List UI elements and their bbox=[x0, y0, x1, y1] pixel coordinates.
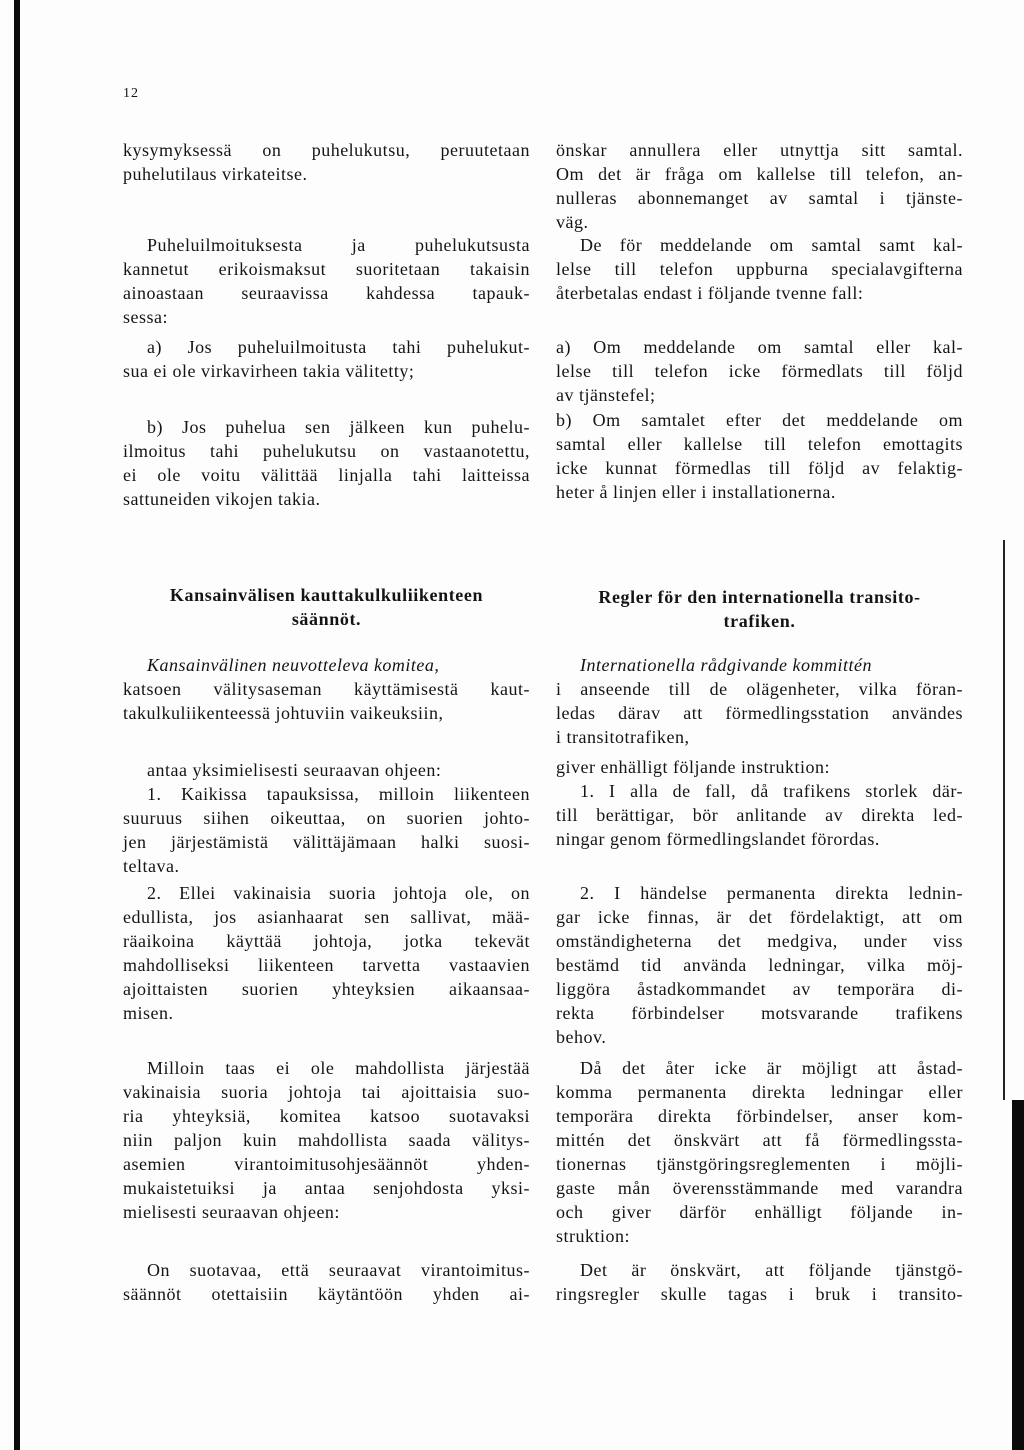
text-line: väg. bbox=[556, 212, 589, 232]
text-line: vakinaisia suoria johtoja tai ajoittaisia suo- bbox=[123, 1082, 530, 1102]
text-line: mittén det önskvärt att få förmedlingssta- bbox=[556, 1130, 963, 1150]
text-line: gaste mån överensstämmande med varandra bbox=[556, 1178, 963, 1198]
text-line: Då det åter icke är möjligt att åstad- bbox=[580, 1058, 963, 1078]
text-line: ledas därav att förmedlingsstation användes bbox=[556, 703, 963, 723]
paragraph-left-6 bbox=[123, 758, 530, 782]
text-line: Om det är fråga om kallelse till telefon, an- bbox=[556, 164, 963, 184]
scan-edge-left bbox=[14, 0, 20, 1450]
text-line: ajoittaisten suorien yhteyksien aikaansaa- bbox=[123, 979, 530, 999]
text-line: ilmoitus tahi puhelukutsu on vastaanotettu, bbox=[123, 441, 530, 461]
paragraph-left-9 bbox=[123, 1056, 530, 1224]
text-line: tionernas tjänstgöringsreglementen i möjli- bbox=[556, 1154, 963, 1174]
text-line: temporära direkta förbindelser, anser kom- bbox=[556, 1106, 963, 1126]
text-line: säännöt otettaisiin käytäntöön yhden ai- bbox=[123, 1284, 530, 1304]
paragraph-right-7 bbox=[556, 779, 963, 851]
text-line: bestämd tid använda ledningar, vilka möj- bbox=[556, 955, 963, 975]
paragraph-right-10 bbox=[556, 1258, 963, 1306]
text-line: gar icke finnas, är det fördelaktigt, att om bbox=[556, 907, 963, 927]
text-line: nulleras abonnemanget av samtal i tjänste- bbox=[556, 188, 963, 208]
text-line: trafiken. bbox=[723, 611, 796, 631]
text-line: struktion: bbox=[556, 1226, 631, 1246]
text-line: asemien virantoimitusohjesäännöt yhden- bbox=[123, 1154, 530, 1174]
text-line: behov. bbox=[556, 1027, 607, 1047]
text-line: räaikoina käyttää johtoja, jotka tekevät bbox=[123, 931, 530, 951]
paragraph-left-10 bbox=[123, 1258, 530, 1306]
text-line: 1. I alla de fall, då trafikens storlek där- bbox=[580, 781, 963, 801]
paragraph-right-4 bbox=[556, 408, 963, 504]
scan-edge-right-line bbox=[1003, 540, 1005, 1100]
text-line: teltava. bbox=[123, 856, 180, 876]
paragraph-left-8 bbox=[123, 881, 530, 1025]
text-line: Regler för den internationella transito- bbox=[598, 587, 921, 607]
text-line: i transitotrafiken, bbox=[556, 727, 690, 747]
text-line: a) Om meddelande om samtal eller kal- bbox=[556, 337, 963, 357]
paragraph-left-2 bbox=[123, 233, 530, 329]
text-line: 1. Kaikissa tapauksissa, milloin liikenteen bbox=[147, 784, 530, 804]
text-line: heter å linjen eller i installationerna. bbox=[556, 482, 836, 502]
text-line: ria yhteyksiä, komitea katsoo suotavaksi bbox=[123, 1106, 530, 1126]
text-line: On suotavaa, että seuraavat virantoimitus- bbox=[147, 1260, 530, 1280]
page-number: 12 bbox=[123, 86, 139, 101]
text-line: ningar genom förmedlingslandet förordas. bbox=[556, 829, 880, 849]
text-line: mahdolliseksi liikenteen tarvetta vastaavien bbox=[123, 955, 530, 975]
text-line: mielisesti seuraavan ohjeen: bbox=[123, 1202, 340, 1222]
text-line: kannetut erikoismaksut suoritetaan takaisin bbox=[123, 259, 530, 279]
text-line: Det är önskvärt, att följande tjänstgö- bbox=[580, 1260, 963, 1280]
paragraph-right-3 bbox=[556, 335, 963, 407]
text-line: liggöra åstadkommandet av temporära di- bbox=[556, 979, 963, 999]
text-line: edullista, jos asianhaarat sen sallivat, mää- bbox=[123, 907, 530, 927]
text-line: puhelutilaus virkateitse. bbox=[123, 164, 308, 184]
text-line: giver enhälligt följande instruktion: bbox=[556, 757, 830, 777]
paragraph-right-1 bbox=[556, 138, 963, 234]
text-line: antaa yksimielisesti seuraavan ohjeen: bbox=[147, 760, 442, 780]
committee-subject-left: Kansainvälinen neuvotteleva komitea, bbox=[147, 655, 440, 675]
text-line: säännöt. bbox=[291, 609, 362, 629]
section-heading-left bbox=[123, 583, 530, 631]
text-line: a) Jos puheluilmoitusta tahi puhelukut- bbox=[147, 337, 530, 357]
text-line: Kansainvälisen kauttakulkuliikenteen bbox=[169, 585, 484, 605]
text-line: mukaistetuiksi ja antaa senjohdosta yksi- bbox=[123, 1178, 530, 1198]
text-line: De för meddelande om samtal samt kal- bbox=[580, 235, 963, 255]
text-line: lelse till telefon uppburna specialavgifterna bbox=[556, 259, 963, 279]
text-line: b) Om samtalet efter det meddelande om bbox=[556, 410, 963, 430]
scan-edge-right-band bbox=[1012, 1100, 1024, 1450]
text-line: och giver därför enhälligt följande in- bbox=[556, 1202, 963, 1222]
paragraph-right-8 bbox=[556, 881, 963, 1049]
text-line: kysymyksessä on puhelukutsu, peruutetaan bbox=[123, 140, 530, 160]
text-line: till berättigar, bör anlitande av direkta led- bbox=[556, 805, 963, 825]
text-line: omständigheterna det medgiva, under viss bbox=[556, 931, 963, 951]
text-line: sessa: bbox=[123, 307, 168, 327]
text-line: sua ei ole virkavirheen takia välitetty; bbox=[123, 361, 415, 381]
text-line: ainoastaan seuraavissa kahdessa tapauk- bbox=[123, 283, 530, 303]
text-line: lelse till telefon icke förmedlats till följd bbox=[556, 361, 963, 381]
paragraph-left-7 bbox=[123, 782, 530, 878]
text-line: önskar annullera eller utnyttja sitt samtal. bbox=[556, 140, 963, 160]
text-line: Milloin taas ei ole mahdollista järjestää bbox=[147, 1058, 530, 1078]
text-line: 2. I händelse permanenta direkta lednin- bbox=[580, 883, 963, 903]
text-line: i anseende till de olägenheter, vilka föran- bbox=[556, 679, 963, 699]
paragraph-right-6 bbox=[556, 755, 963, 779]
paragraph-left-1 bbox=[123, 138, 530, 186]
paragraph-right-9 bbox=[556, 1056, 963, 1248]
text-line: misen. bbox=[123, 1003, 174, 1023]
text-line: Puheluilmoituksesta ja puhelukutsusta bbox=[147, 235, 530, 255]
section-heading-right bbox=[556, 585, 963, 633]
text-line: rekta förbindelser motsvarande trafikens bbox=[556, 1003, 963, 1023]
text-line: komma permanenta direkta ledningar eller bbox=[556, 1082, 963, 1102]
paragraph-right-2 bbox=[556, 233, 963, 305]
text-line: suuruus siihen oikeuttaa, on suorien johto- bbox=[123, 808, 530, 828]
text-line: återbetalas endast i följande tvenne fall: bbox=[556, 283, 864, 303]
paragraph-left-3 bbox=[123, 335, 530, 383]
text-line: katsoen välitysaseman käyttämisestä kaut- bbox=[123, 679, 530, 699]
text-line: sattuneiden vikojen takia. bbox=[123, 489, 321, 509]
text-line: b) Jos puhelua sen jälkeen kun puhelu- bbox=[147, 417, 530, 437]
text-line: jen järjestämistä välittäjämaan halki suosi- bbox=[123, 832, 530, 852]
text-line: 2. Ellei vakinaisia suoria johtoja ole, on bbox=[147, 883, 530, 903]
committee-subject-right: Internationella rådgivande kommittén bbox=[580, 655, 872, 675]
paragraph-left-5 bbox=[123, 677, 530, 725]
text-line: av tjänstefel; bbox=[556, 385, 656, 405]
text-line: ei ole voitu välittää linjalla tahi laitteissa bbox=[123, 465, 530, 485]
text-line: niin paljon kuin mahdollista saada välitys- bbox=[123, 1130, 530, 1150]
text-line: takulkuliikenteessä johtuviin vaikeuksiin, bbox=[123, 703, 444, 723]
paragraph-right-5 bbox=[556, 677, 963, 749]
paragraph-left-4 bbox=[123, 415, 530, 511]
text-line: ringsregler skulle tagas i bruk i transito- bbox=[556, 1284, 963, 1304]
text-line: icke kunnat förmedlas till följd av felaktig- bbox=[556, 458, 963, 478]
text-line: samtal eller kallelse till telefon emottagits bbox=[556, 434, 963, 454]
